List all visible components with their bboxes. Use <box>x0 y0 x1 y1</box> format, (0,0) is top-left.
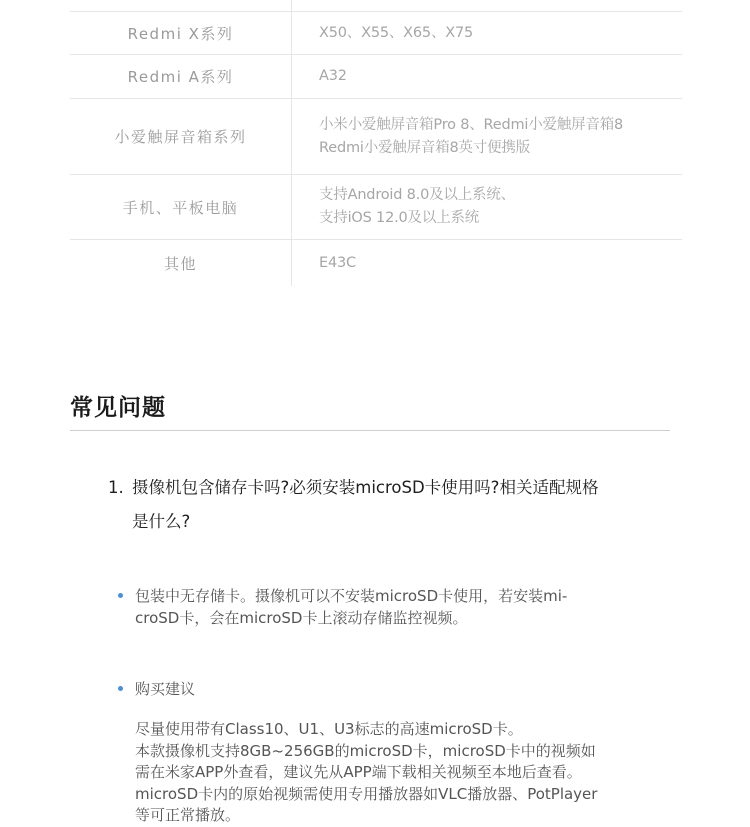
question-number: 1. <box>108 478 124 497</box>
table-row <box>70 175 682 240</box>
answer-heading: 购买建议 <box>135 680 196 698</box>
table-row <box>70 12 682 55</box>
models-line: 小米小爱触屏音箱Pro 8、Redmi小爱触屏音箱8 <box>319 116 624 133</box>
answer-bullet <box>118 678 638 700</box>
question-line: 摄像机包含储存卡吗?必须安装microSD卡使用吗?相关适配规格 <box>132 478 599 497</box>
advice-text <box>135 719 645 827</box>
models-line: E43C <box>319 254 356 271</box>
advice-line: 尽量使用带有Class10、U1、U3标志的高速microSD卡。 <box>135 720 523 738</box>
question-line: 是什么? <box>132 512 191 531</box>
models-line: Redmi小爱触屏音箱8英寸便携版 <box>319 139 531 156</box>
compatibility-table <box>70 0 682 286</box>
advice-line: 本款摄像机支持8GB~256GB的microSD卡，microSD卡中的视频如 <box>135 741 596 760</box>
category-cell: 小爱触屏音箱系列 <box>70 99 292 174</box>
models-line: 支持Android 8.0及以上系统、 <box>319 187 515 203</box>
answer-line: croSD卡，会在microSD卡上滚动存储监控视频。 <box>135 609 468 627</box>
advice-line: 等可正常播放。 <box>135 806 241 824</box>
advice-line: microSD卡内的原始视频需使用专用播放器如VLC播放器、PotPlayer <box>135 784 598 803</box>
faq-title: 常见问题 <box>70 395 166 421</box>
advice-line: 需在米家APP外查看，建议先从APP端下载相关视频至本地后查看。 <box>135 763 582 781</box>
models-cell <box>292 240 682 286</box>
table-row <box>70 55 682 99</box>
faq-divider <box>70 430 670 431</box>
bullet-dot-icon <box>118 593 123 598</box>
bullet-dot-icon <box>118 686 123 691</box>
category-cell: 手机、平板电脑 <box>70 175 292 239</box>
models-cell <box>292 12 682 54</box>
models-cell <box>292 175 682 239</box>
models-line: A32 <box>319 68 347 84</box>
category-cell: Redmi A系列 <box>70 55 292 98</box>
answer-line: 包装中无存储卡。摄像机可以不安装microSD卡使用，若安装mi- <box>135 587 568 605</box>
faq-question <box>108 472 668 537</box>
answer-text <box>118 585 638 629</box>
models-line: X50、X55、X65、X75 <box>319 24 474 41</box>
models-cell <box>292 99 682 174</box>
category-cell: Redmi X系列 <box>70 12 292 54</box>
question-text <box>108 472 668 537</box>
models-cell <box>292 55 682 98</box>
models-line: 支持iOS 12.0及以上系统 <box>319 210 480 226</box>
answer-bullet <box>118 585 638 629</box>
table-row <box>70 240 682 286</box>
category-cell: 其他 <box>70 240 292 286</box>
table-row <box>70 99 682 175</box>
table-top-stub <box>70 0 682 12</box>
